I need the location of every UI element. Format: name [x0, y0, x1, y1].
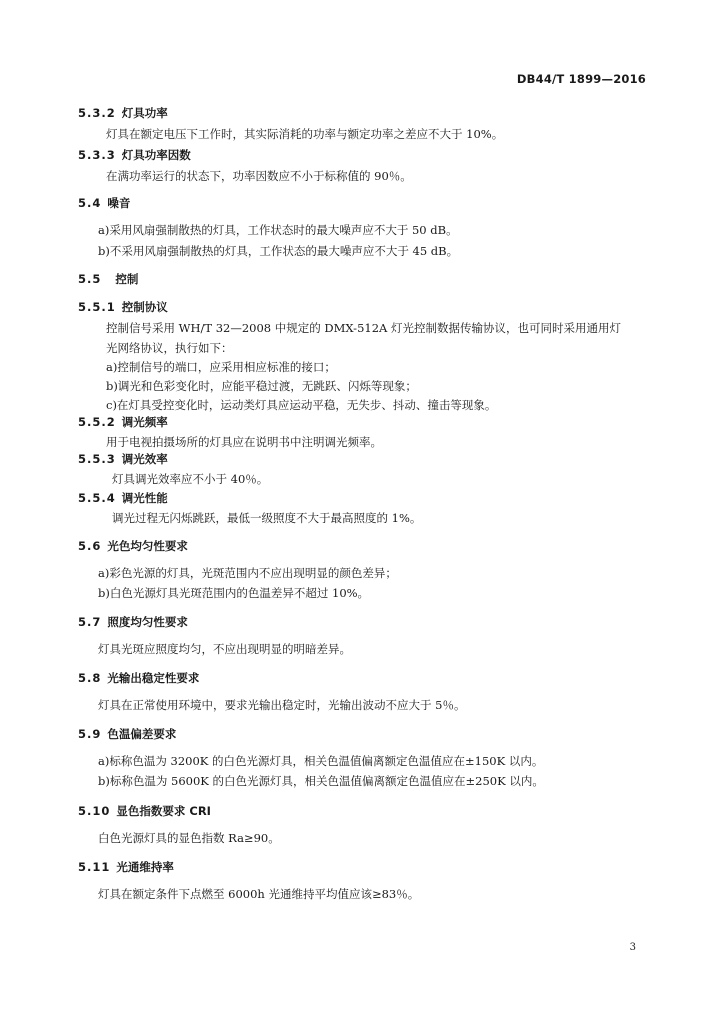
- list-item: b)白色光源灯具光斑范围内的色温差异不超过 10%。: [98, 586, 370, 600]
- section-title: 色温偏差要求: [107, 727, 177, 741]
- section-text-5-5-2: 用于电视拍摄场所的灯具应在说明书中注明调光频率。: [106, 435, 382, 449]
- section-number: 5.5.4: [78, 491, 116, 505]
- list-item: a)控制信号的端口，应采用相应标准的接口；: [106, 360, 336, 374]
- section-number: 5.5.2: [78, 415, 116, 429]
- section-title: 噪音: [107, 196, 131, 210]
- section-text-5-5-3: 灯具调光效率应不小于 40％。: [112, 472, 269, 486]
- section-number: 5.5.1: [78, 300, 116, 314]
- section-title: 光色均匀性要求: [107, 539, 188, 553]
- section-text-5-11: 灯具在额定条件下点燃至 6000h 光通维持平均值应该≥83％。: [98, 887, 420, 901]
- section-heading-5-8: [78, 670, 199, 686]
- section-text-5-7: 灯具光斑应照度均匀，不应出现明显的明暗差异。: [98, 642, 351, 656]
- section-title: 灯具功率因数: [121, 148, 191, 162]
- section-number: 5.3.3: [78, 148, 116, 162]
- section-title: 光通维持率: [116, 860, 174, 874]
- list-item: a)标称色温为 3200K 的白色光源灯具，相关色温值偏离额定色温值应在±150K 以内。: [98, 754, 544, 768]
- list-item: a)彩色光源的灯具，光斑范围内不应出现明显的颜色差异；: [98, 566, 397, 580]
- section-heading-5-5-2: [78, 414, 168, 430]
- section-heading-5-5-3: [78, 451, 168, 467]
- list-item: c)在灯具受控变化时，运动类灯具应运动平稳，无失步、抖动、撞击等现象。: [106, 398, 497, 412]
- section-title: 调光效率: [121, 452, 168, 466]
- section-heading-5-6: [78, 538, 188, 554]
- section-heading-5-5: [78, 271, 138, 287]
- section-heading-5-9: [78, 726, 176, 742]
- section-heading-5-3-2: [78, 105, 168, 121]
- section-title: 灯具功率: [121, 106, 168, 120]
- section-heading-5-3-3: [78, 147, 191, 163]
- section-number: 5.10: [78, 804, 111, 818]
- section-heading-5-10: [78, 803, 211, 819]
- section-heading-5-11: [78, 859, 174, 875]
- section-title: 调光性能: [121, 491, 168, 505]
- section-text-5-3-2: 灯具在额定电压下工作时，其实际消耗的功率与额定功率之差应不大于 10%。: [106, 127, 504, 141]
- section-number: 5.9: [78, 727, 102, 741]
- page-number: 3: [629, 942, 636, 953]
- section-heading-5-5-1: [78, 299, 168, 315]
- list-item: b)标称色温为 5600K 的白色光源灯具，相关色温值偏离额定色温值应在±250K 以内。: [98, 774, 544, 788]
- document-id: DB44/T 1899—2016: [516, 72, 646, 86]
- section-heading-5-5-4: [78, 490, 168, 506]
- section-title: 照度均匀性要求: [107, 615, 188, 629]
- list-item: a)采用风扇强制散热的灯具，工作状态时的最大噪声应不大于 50 dB。: [98, 223, 458, 237]
- section-title: 显色指数要求 CRI: [116, 804, 211, 818]
- section-title: 控制: [115, 272, 139, 286]
- section-number: 5.6: [78, 539, 102, 553]
- section-number: 5.5: [78, 272, 102, 286]
- section-number: 5.5.3: [78, 452, 116, 466]
- section-text-5-5-4: 调光过程无闪烁跳跃，最低一级照度不大于最高照度的 1%。: [112, 511, 422, 525]
- section-number: 5.3.2: [78, 106, 116, 120]
- section-heading-5-7: [78, 614, 188, 630]
- paragraph-line: 控制信号采用 WH/T 32—2008 中规定的 DMX-512A 灯光控制数据传输协议，也可同时采用通用灯: [106, 321, 621, 335]
- section-number: 5.4: [78, 196, 102, 210]
- section-number: 5.11: [78, 860, 111, 874]
- section-number: 5.8: [78, 671, 102, 685]
- section-text-5-8: 灯具在正常使用环境中，要求光输出稳定时，光输出波动不应大于 5％。: [98, 698, 466, 712]
- paragraph-line: 光网络协议，执行如下：: [106, 341, 233, 355]
- section-text-5-10: 白色光源灯具的显色指数 Ra≥90。: [98, 831, 280, 845]
- list-item: b)调光和色彩变化时，应能平稳过渡，无跳跃、闪烁等现象；: [106, 379, 417, 393]
- section-heading-5-4: [78, 195, 130, 211]
- list-item: b)不采用风扇强制散热的灯具，工作状态的最大噪声应不大于 45 dB。: [98, 244, 459, 258]
- section-title: 调光频率: [121, 415, 168, 429]
- section-title: 光输出稳定性要求: [107, 671, 200, 685]
- section-title: 控制协议: [121, 300, 168, 314]
- section-number: 5.7: [78, 615, 102, 629]
- section-text-5-3-3: 在满功率运行的状态下，功率因数应不小于标称值的 90％。: [106, 169, 412, 183]
